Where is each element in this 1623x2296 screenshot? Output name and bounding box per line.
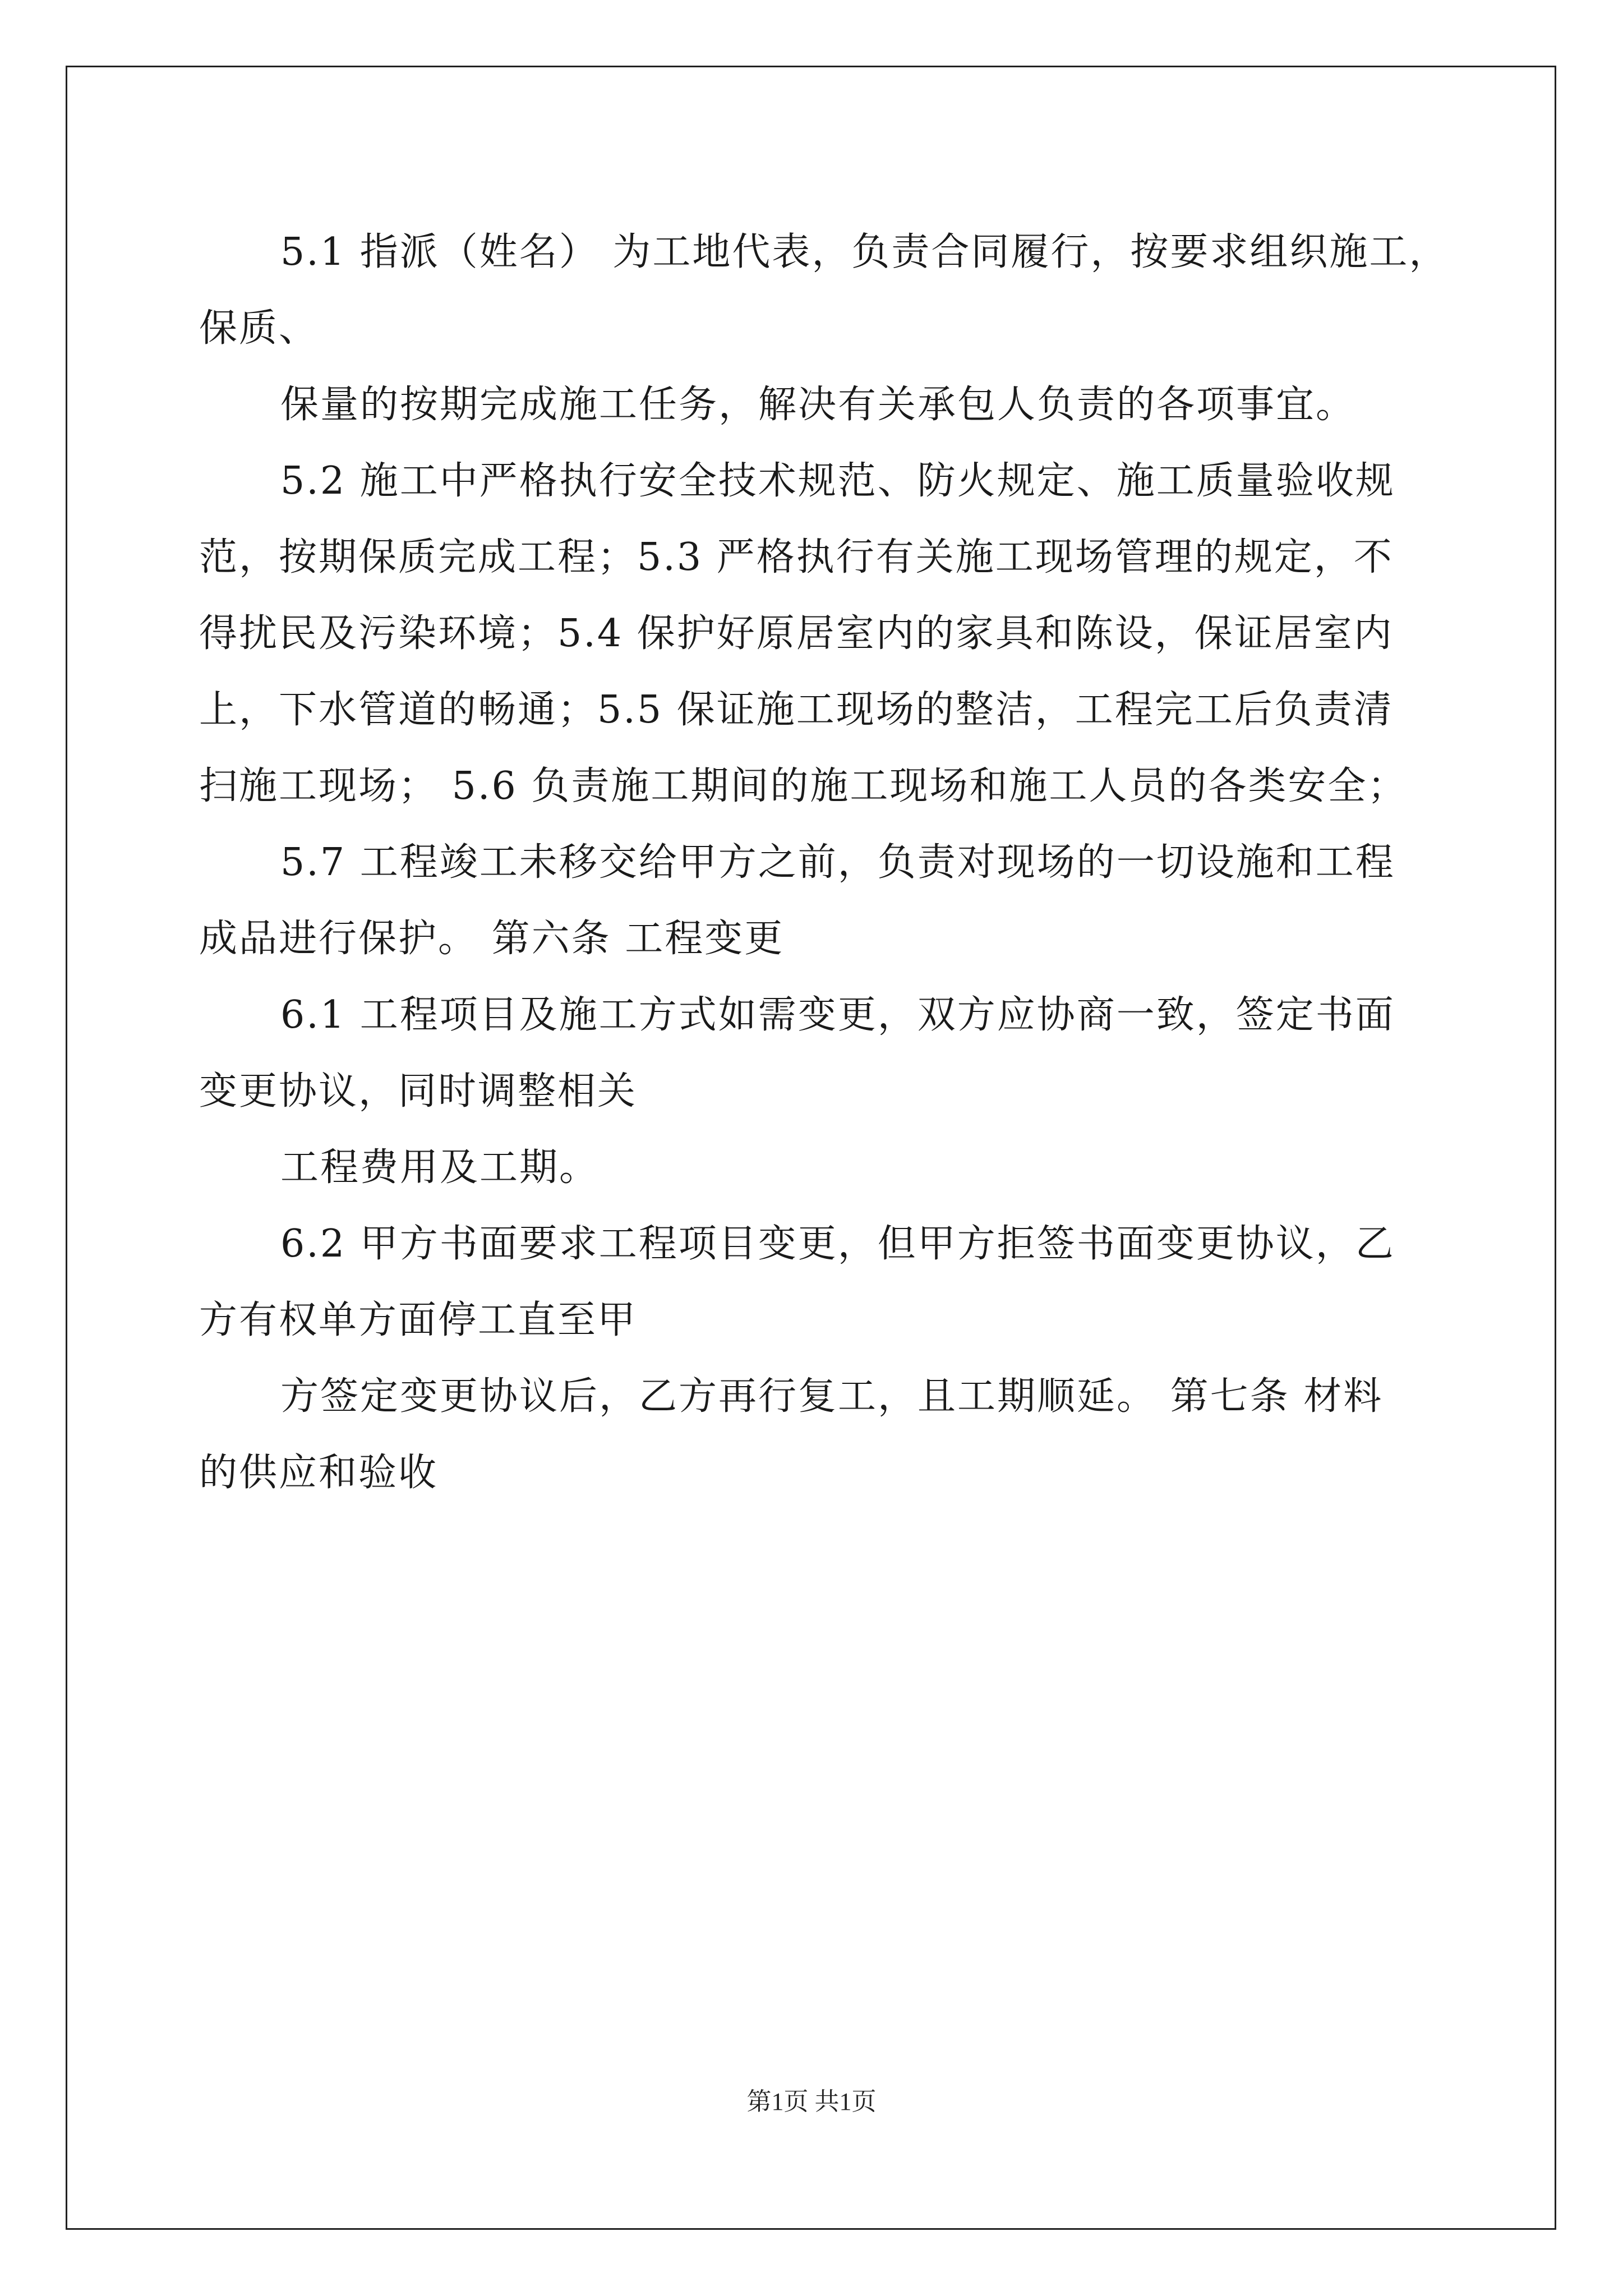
text-line: 5.7 工程竣工未移交给甲方之前，负责对现场的一切设施和工程 (280, 840, 1395, 885)
text-line: 工程费用及工期。 (280, 1145, 600, 1190)
text-line: 保质、 (199, 306, 319, 351)
text-line: 成品进行保护。 第六条 工程变更 (199, 917, 785, 961)
document-body (199, 214, 1449, 1511)
text-line: 6.1 工程项目及施工方式如需变更，双方应协商一致，签定书面 (280, 993, 1395, 1037)
text-line: 方签定变更协议后，乙方再行复工，且工期顺延。 第七条 材料 (280, 1374, 1384, 1419)
text-line: 的供应和验收 (199, 1451, 439, 1495)
text-line: 6.2 甲方书面要求工程项目变更，但甲方拒签书面变更协议，乙 (280, 1222, 1395, 1266)
text-line: 上，下水管道的畅通；5.5 保证施工现场的整洁，工程完工后负责清 (199, 688, 1394, 732)
text-line: 5.1 指派（姓名） 为工地代表，负责合同履行，按要求组织施工， (280, 230, 1449, 274)
text-line: 扫施工现场； 5.6 负责施工期间的施工现场和施工人员的各类安全； (199, 764, 1408, 808)
text-line: 5.2 施工中严格执行安全技术规范、防火规定、施工质量验收规 (280, 459, 1395, 503)
text-line: 方有权单方面停工直至甲 (199, 1298, 638, 1342)
text-line: 保量的按期完成施工任务，解决有关承包人负责的各项事宜。 (280, 383, 1356, 427)
text-line: 变更协议，同时调整相关 (199, 1069, 638, 1114)
text-line: 范，按期保质完成工程；5.3 严格执行有关施工现场管理的规定，不 (199, 535, 1394, 579)
text-line: 得扰民及污染环境；5.4 保护好原居室内的家具和陈设，保证居室内 (199, 611, 1394, 656)
page-footer: 第1页 共1页 (746, 2088, 877, 2115)
